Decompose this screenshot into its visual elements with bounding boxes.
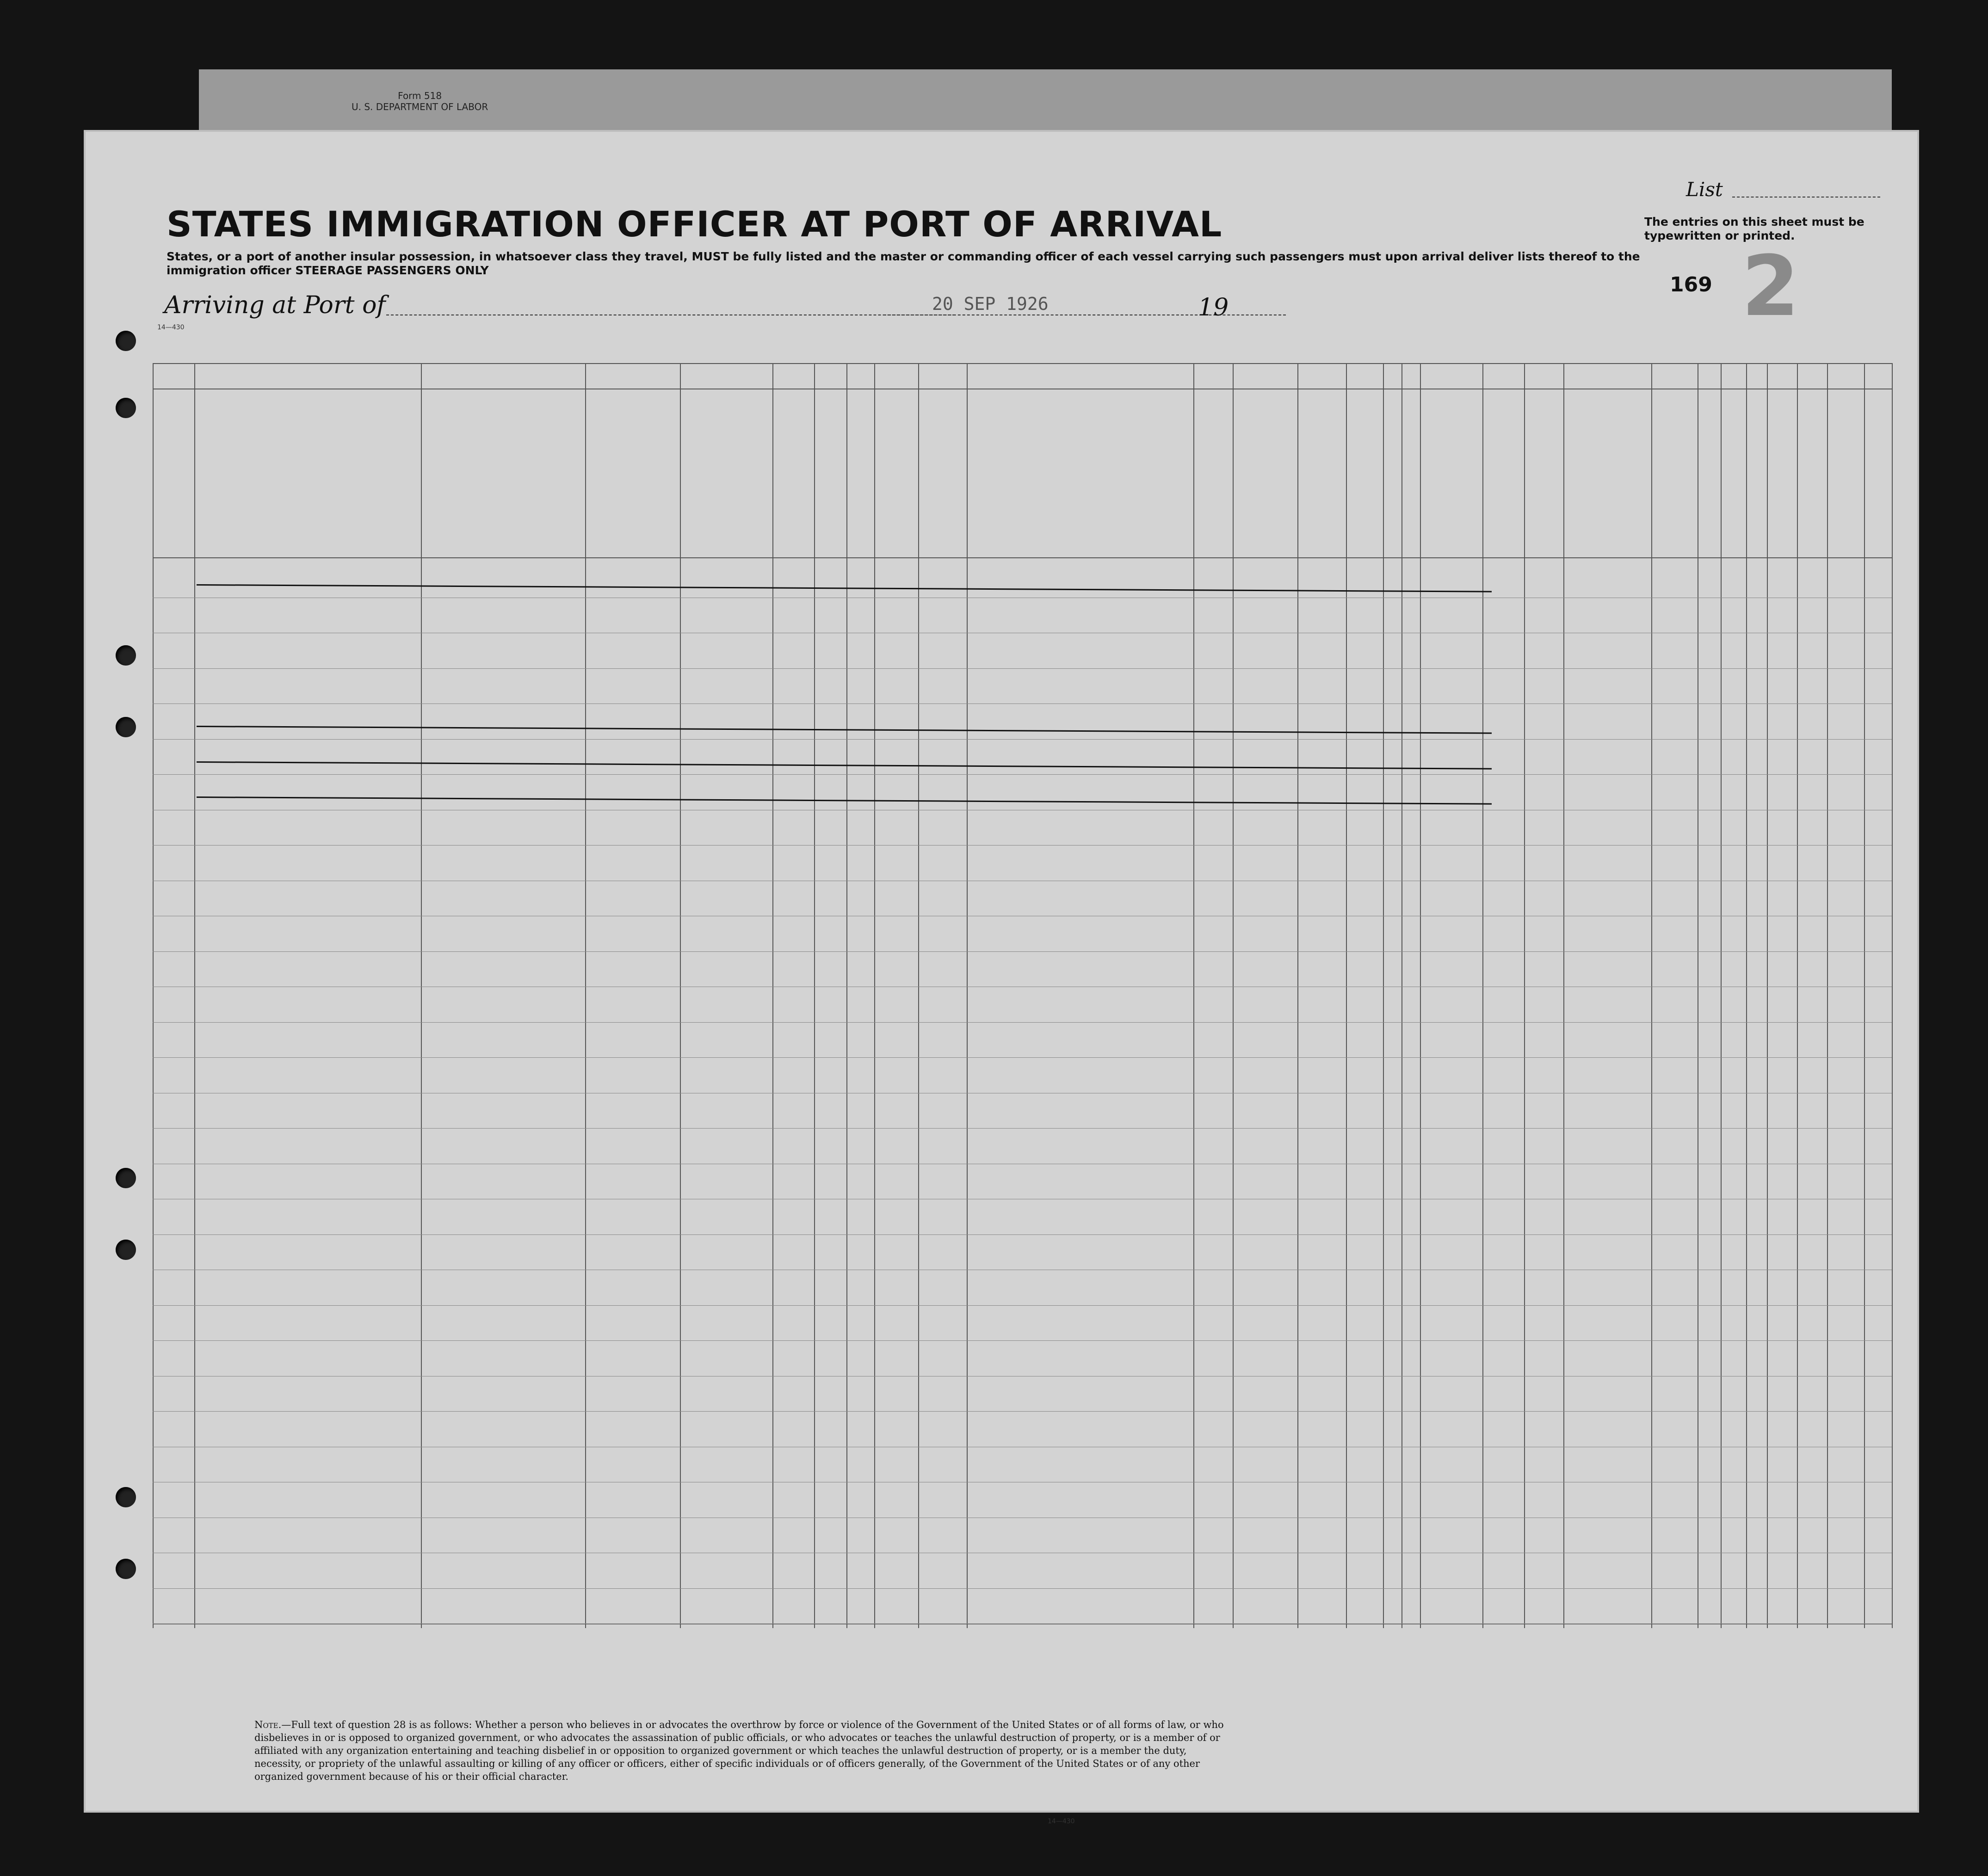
row-rule	[153, 668, 1892, 669]
manifest-page	[86, 132, 1917, 1825]
punch-hole	[116, 717, 136, 737]
row-rule	[153, 1305, 1892, 1306]
manifest-table	[153, 363, 1892, 1628]
column-divider	[1193, 363, 1194, 1628]
year-prefix: 19	[1198, 294, 1229, 321]
punch-hole	[116, 645, 136, 666]
row-rule	[153, 1128, 1892, 1129]
column-divider	[967, 363, 968, 1628]
punch-hole	[116, 331, 136, 351]
column-divider	[1524, 363, 1525, 1628]
punch-hole	[116, 1559, 136, 1579]
column-divider	[1746, 363, 1747, 1628]
column-divider	[194, 363, 195, 1628]
column-divider	[680, 363, 681, 1628]
column-divider	[153, 363, 154, 1628]
column-divider	[1721, 363, 1722, 1628]
page-title: STATES IMMIGRATION OFFICER AT PORT OF ARRIVAL	[167, 204, 1222, 245]
row-rule	[153, 1411, 1892, 1412]
note-lead: Note.	[254, 1719, 282, 1730]
column-divider	[1233, 363, 1234, 1628]
column-divider	[1297, 363, 1298, 1628]
column-divider	[918, 363, 919, 1628]
note-text: —Full text of question 28 is as follows: Whether a person who believes in or advocates the overthrow by force or violence of the Government of the United States or of all forms of law, or who disbelieves in or is opposed to organized government, or who advocates the assassination of public officials, or who advocates or teaches the unlawful destruction of property, or is a member of or affiliated with any organization entertaining and teaching disbelief in or opposition to organized government or which teaches the unlawful destruction of property, or is a member the duty, necessity, or propriety of the unlawful assaulting or killing of any officer or officers, either of specific individuals or of officers generally, of the Government of the United States or of any other organized government because of his or their official character.	[254, 1719, 1224, 1782]
row-rule	[153, 774, 1892, 775]
row-rule	[153, 951, 1892, 952]
row-rule	[153, 1022, 1892, 1023]
header-prison	[1351, 395, 1378, 553]
column-divider	[1346, 363, 1347, 1628]
underlying-form-ref: Form 518 U. S. DEPARTMENT OF LABOR	[352, 90, 488, 112]
row-rule	[153, 1234, 1892, 1235]
header-fifty	[682, 395, 705, 553]
footer-note	[254, 1718, 1226, 1783]
column-divider	[1892, 363, 1893, 1628]
column-divider	[421, 363, 422, 1628]
column-divider	[1864, 363, 1865, 1628]
header-ticket	[590, 395, 613, 553]
form-code-bottom: 14—430	[1048, 1818, 1075, 1825]
header-polygamist	[1385, 395, 1399, 553]
column-divider	[1383, 363, 1384, 1628]
column-divider	[1401, 363, 1402, 1628]
column-divider	[874, 363, 875, 1628]
column-divider	[1482, 363, 1483, 1628]
column-divider	[772, 363, 773, 1628]
column-divider	[1767, 363, 1768, 1628]
column-divider	[1797, 363, 1798, 1628]
column-divider	[1827, 363, 1828, 1628]
row-rule	[153, 1057, 1892, 1058]
column-divider	[1651, 363, 1652, 1628]
header-anarchist	[1404, 395, 1418, 553]
date-stamp: 20 SEP 1926	[932, 294, 1049, 314]
sheet-number: 169	[1670, 273, 1712, 296]
header-citizen	[1300, 407, 1341, 555]
punch-hole	[116, 1168, 136, 1188]
header-overthrow	[1425, 395, 1476, 553]
arriving-label: Arriving at Port of	[164, 291, 386, 319]
column-divider	[1420, 363, 1421, 1628]
list-label: List	[1686, 178, 1723, 201]
row-rule	[153, 1340, 1892, 1341]
header-bottom-border	[153, 557, 1892, 558]
column-divider	[814, 363, 815, 1628]
row-rule	[153, 1623, 1892, 1624]
table-top-border	[153, 363, 1892, 364]
header-labor	[1485, 395, 1522, 553]
page-subtitle: States, or a port of another insular possession, in whatsoever class they travel, MUST be fully listed and the master or commanding officer of each vessel carrying such passengers must upon arrival deliver lists thereof to the immigration officer STEERAGE PASSENGERS ONLY	[167, 250, 1640, 277]
punch-hole	[116, 1487, 136, 1507]
entries-note: The entries on this sheet must be typewritten or printed.	[1644, 215, 1865, 242]
header-length	[1237, 407, 1293, 555]
large-handwritten-number: 2	[1741, 238, 1800, 335]
row-rule	[153, 1588, 1892, 1589]
column-divider	[1563, 363, 1564, 1628]
row-rule	[153, 739, 1892, 740]
punch-hole	[116, 398, 136, 418]
form-code-top: 14—430	[157, 324, 185, 331]
column-divider	[585, 363, 586, 1628]
header-return	[1198, 407, 1230, 555]
punch-hole	[116, 1240, 136, 1260]
column-divider	[846, 363, 847, 1628]
header-deported	[1529, 395, 1561, 553]
